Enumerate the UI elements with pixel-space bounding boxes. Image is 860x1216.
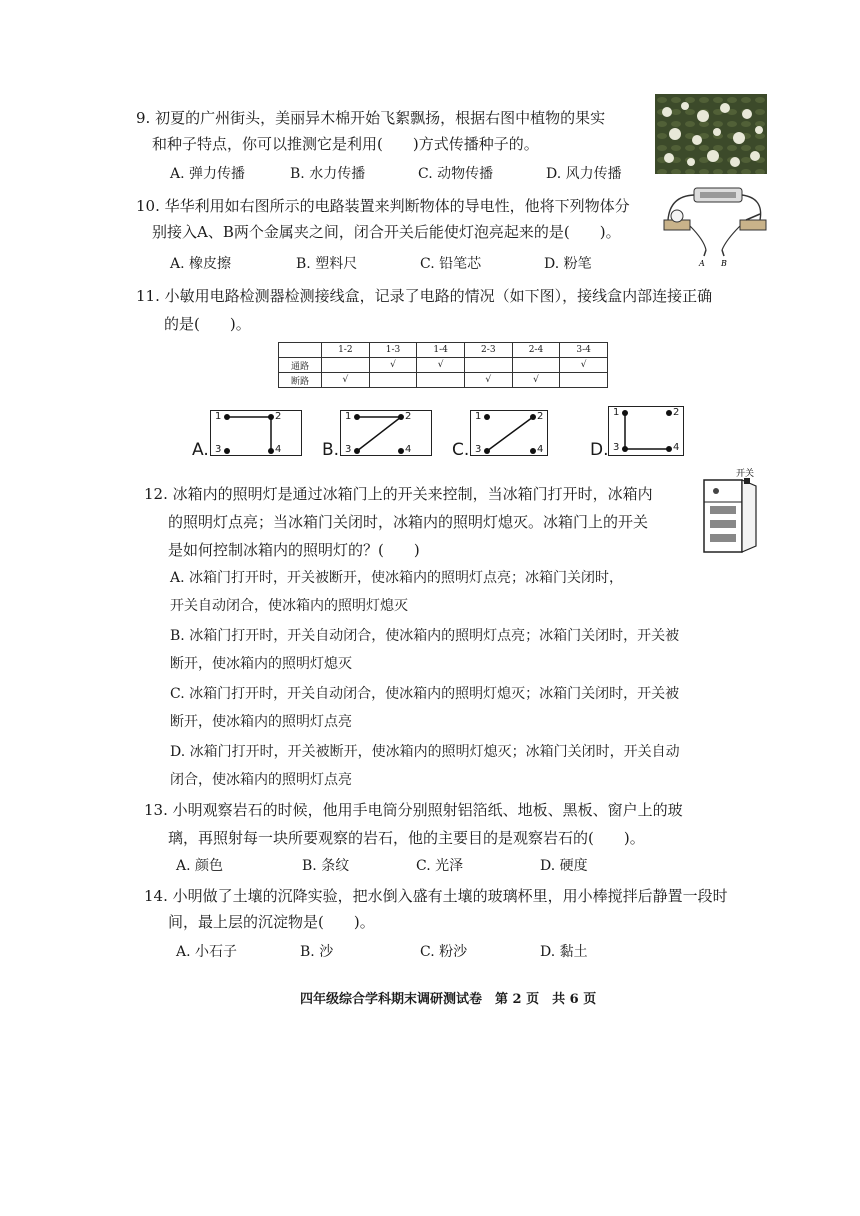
q14-text-line-1: 14. 小明做了土壤的沉降实验，把水倒入盛有土壤的玻璃杯里，用小棒搅拌后静置一段时 [144,887,728,905]
q9-option-d: D. 风力传播 [546,166,622,182]
terminal-4-label: 4 [673,442,680,453]
q11-option-d-diagram [608,406,684,456]
table-header-cell [279,343,322,358]
clip-label-a: A [699,259,705,268]
q11-option-d-letter: D. [590,440,609,460]
q12-option-d-line-1: D. 冰箱门打开时，开关被断开，使冰箱内的照明灯熄灭；冰箱门关闭时，开关自动 [170,744,680,760]
terminal-1-label: 1 [215,411,222,422]
q12-text-line-2: 的照明灯点亮；当冰箱门关闭时，冰箱内的照明灯熄灭。冰箱门上的开关 [168,513,649,531]
terminal-2-label: 2 [405,411,412,422]
terminal-3-label: 3 [215,444,222,455]
q10-option-a: A. 橡皮擦 [170,256,232,272]
q11-option-b-diagram [340,410,432,456]
table-cell: 断路 [279,373,322,388]
q11-option-b-letter: B. [322,440,340,460]
table-cell [417,373,465,388]
q9-text-line-1: 9. 初夏的广州街头，美丽异木棉开始飞絮飘扬，根据右图中植物的果实 [136,109,606,127]
page-footer: 四年级综合学科期末调研测试卷 第 2 页 共 6 页 [300,992,597,1007]
q12-option-b-line-1: B. 冰箱门打开时，开关自动闭合，使冰箱内的照明灯点亮；冰箱门关闭时，开关被 [170,628,680,644]
terminal-1-label: 1 [475,411,482,422]
table-cell: √ [417,358,465,373]
q10-option-b: B. 塑料尺 [296,256,358,272]
q12-option-b-line-2: 断开，使冰箱内的照明灯熄灭 [170,656,352,672]
clip-label-b: B [721,259,727,268]
terminal-4-label: 4 [537,444,544,455]
q13-option-b: B. 条纹 [302,858,350,874]
table-cell: √ [322,373,370,388]
terminal-4-label: 4 [405,444,412,455]
table-cell [464,358,512,373]
q11-text-line-2: 的是( )。 [164,315,251,333]
q14-option-d: D. 黏土 [540,944,588,960]
q14-text-line-2: 间，最上层的沉淀物是( )。 [168,913,375,931]
q12-text-line-3: 是如何控制冰箱内的照明灯的？( ) [168,541,420,559]
q13-option-d: D. 硬度 [540,858,588,874]
switch-label: 开关 [736,469,755,479]
table-header-cell: 3-4 [560,343,608,358]
table-header-cell: 1-2 [322,343,370,358]
q11-text-line-1: 11. 小敏用电路检测器检测接线盒，记录了电路的情况（如下图），接线盒内部连接正确 [136,287,713,305]
q11-option-a-letter: A. [192,440,209,460]
q13-text-line-1: 13. 小明观察岩石的时候，他用手电筒分别照射铝箔纸、地板、黑板、窗户上的玻 [144,801,683,819]
q10-option-c: C. 铅笔芯 [420,256,482,272]
q12-option-a-line-1: A. 冰箱门打开时，开关被断开，使冰箱内的照明灯点亮；冰箱门关闭时， [170,570,624,586]
circuit-record-table [278,342,608,388]
table-header-cell: 1-3 [369,343,417,358]
q11-option-a-diagram [210,410,302,456]
terminal-1-label: 1 [345,411,352,422]
fridge-figure [700,466,760,556]
table-cell [322,358,370,373]
table-cell [369,373,417,388]
conductivity-circuit-figure [660,184,772,268]
terminal-2-label: 2 [673,407,680,418]
table-cell: √ [464,373,512,388]
terminal-1-label: 1 [613,407,620,418]
q11-option-c-letter: C. [452,440,470,460]
q12-option-c-line-2: 断开，使冰箱内的照明灯点亮 [170,714,352,730]
terminal-2-label: 2 [275,411,282,422]
q9-text-line-2: 和种子特点，你可以推测它是利用( )方式传播种子的。 [152,135,539,153]
q10-text-line-2: 别接入A、B两个金属夹之间，闭合开关后能使灯泡亮起来的是( )。 [152,223,621,241]
q13-option-c: C. 光泽 [416,858,464,874]
q14-option-b: B. 沙 [300,944,334,960]
q12-option-a-line-2: 开关自动闭合，使冰箱内的照明灯熄灭 [170,598,408,614]
terminal-2-label: 2 [537,411,544,422]
terminal-3-label: 3 [613,442,620,453]
terminal-3-label: 3 [475,444,482,455]
table-cell: 通路 [279,358,322,373]
q11-option-c-diagram [470,410,548,456]
table-row [279,373,608,388]
table-header-cell: 2-4 [512,343,560,358]
q10-text-line-1: 10. 华华利用如右图所示的电路装置来判断物体的导电性，他将下列物体分 [136,197,630,215]
q10-option-d: D. 粉笔 [544,256,592,272]
table-cell: √ [512,373,560,388]
q14-option-c: C. 粉沙 [420,944,468,960]
table-header-row [279,343,608,358]
terminal-4-label: 4 [275,444,282,455]
terminal-3-label: 3 [345,444,352,455]
q12-option-d-line-2: 闭合，使冰箱内的照明灯点亮 [170,772,352,788]
q13-option-a: A. 颜色 [176,858,224,874]
q9-option-c: C. 动物传播 [418,166,494,182]
q9-option-b: B. 水力传播 [290,166,366,182]
table-cell: √ [560,358,608,373]
plant-seed-photo [655,94,767,174]
table-header-cell: 1-4 [417,343,465,358]
table-cell: √ [369,358,417,373]
q9-option-a: A. 弹力传播 [170,166,246,182]
q13-text-line-2: 璃，再照射每一块所要观察的岩石，他的主要目的是观察岩石的( )。 [168,829,645,847]
table-cell [560,373,608,388]
table-cell [512,358,560,373]
table-row [279,358,608,373]
q12-option-c-line-1: C. 冰箱门打开时，开关自动闭合，使冰箱内的照明灯熄灭；冰箱门关闭时，开关被 [170,686,680,702]
q14-option-a: A. 小石子 [176,944,238,960]
table-header-cell: 2-3 [464,343,512,358]
q12-text-line-1: 12. 冰箱内的照明灯是通过冰箱门上的开关来控制，当冰箱门打开时，冰箱内 [144,485,653,503]
